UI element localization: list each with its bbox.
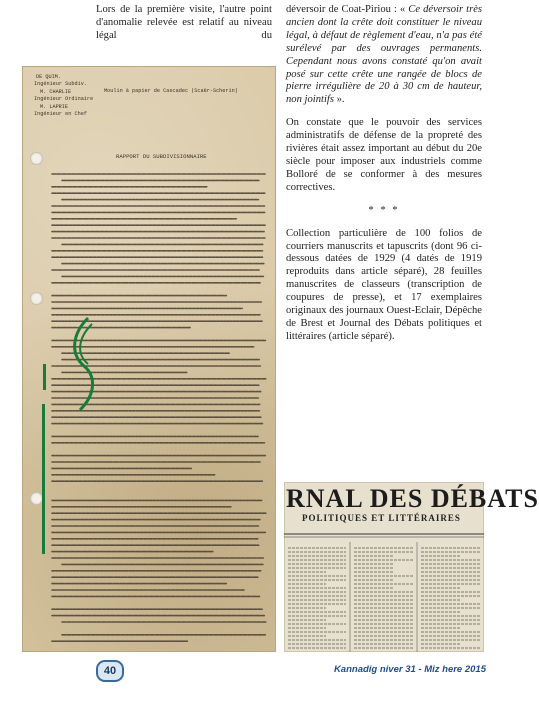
margin-marker bbox=[42, 404, 45, 554]
page-number: 40 bbox=[96, 660, 124, 682]
svg-text:Ingénieur en Chef: Ingénieur en Chef bbox=[34, 111, 87, 117]
newspaper-columns bbox=[284, 532, 484, 652]
typewritten-text-lines bbox=[22, 66, 276, 652]
svg-text:M. LAPRIE: M. LAPRIE bbox=[40, 104, 69, 110]
masthead-subtitle: POLITIQUES ET LITTÉRAIRES bbox=[302, 513, 461, 523]
scanned-letter-image bbox=[22, 66, 276, 652]
margin-marker bbox=[43, 364, 46, 390]
punch-hole bbox=[30, 292, 43, 305]
collection-paragraph: Collection particulière de 100 folios de courriers manuscrits et tapuscrits (dont 96 ci-dessous datées de 1929 (4 datés de 1919 reproduits dans article séparé), 28 feuilles manuscrites de classeurs (transcription de coupures de presse), et 17 exemplaires originaux des journaux Ouest-Eclair, Dépêche de Brest et Journal des Débats politiques et littéraires (article séparé). bbox=[286, 227, 482, 342]
newspaper-masthead bbox=[284, 484, 539, 523]
section-separator: * * * bbox=[368, 204, 400, 216]
svg-text:M. CHARLIE: M. CHARLIE bbox=[40, 89, 72, 95]
intro-paragraph: Lors de la première visite, l'autre point d'anomalie relevée est relatif au niveau légal du bbox=[96, 4, 272, 41]
svg-text:DE QUIM.: DE QUIM. bbox=[36, 74, 61, 80]
quote-paragraph bbox=[286, 4, 482, 107]
quote-text: Ce déversoir très ancien dont la crête doit constituer le niveau légal, à défaut de règlement d'eau, n'a pas été surélevé par des ouvrages permanents. Cependant nous avons constaté qu'on avait posé sur cette crête une rangée de blocs de pierre irrégulière de 20 à 30 cm de hauteur, non jointifs bbox=[286, 4, 483, 106]
svg-text:Ingénieur Ordinaire: Ingénieur Ordinaire bbox=[34, 96, 94, 102]
quote-lead: déversoir de Coat-Piriou : « bbox=[286, 4, 406, 15]
punch-hole bbox=[30, 152, 43, 165]
svg-text:Ingénieur Subdiv.: Ingénieur Subdiv. bbox=[34, 81, 87, 87]
masthead-title: RNAL DES DÉBATS bbox=[286, 484, 539, 513]
issue-footer: Kannadig niver 31 - Miz here 2015 bbox=[333, 664, 486, 675]
newspaper-clipping-image bbox=[284, 482, 539, 652]
svg-text:RAPPORT DU SUBDIVISIONNAIRE: RAPPORT DU SUBDIVISIONNAIRE bbox=[116, 153, 207, 160]
right-column bbox=[286, 4, 482, 354]
body-paragraph-2: On constate que le pouvoir des services administratifs de défense de la propreté des rivières était assez important au début du 20e siècle pour imposer aux industriels comme Bolloré de se conformer à des mesures correctives. bbox=[286, 117, 482, 193]
quote-end: ». bbox=[333, 94, 345, 106]
svg-text:Moulin à papier de Cascadec (S: Moulin à papier de Cascadec (Scaër-Scherin) bbox=[104, 88, 238, 94]
green-stamp-mark bbox=[66, 314, 100, 414]
